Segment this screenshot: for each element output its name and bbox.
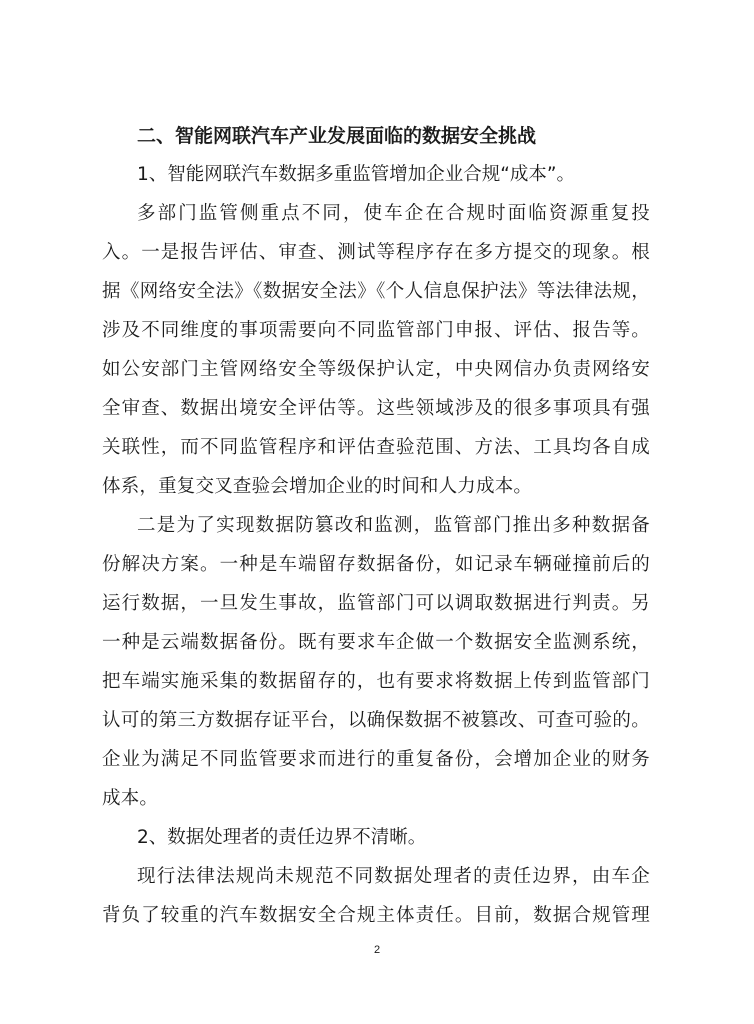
paragraph-line: 成本。 bbox=[102, 788, 159, 809]
subheading-responsibility: 2、数据处理者的责任边界不清晰。 bbox=[137, 827, 427, 848]
paragraph-line: 把车端实施采集的数据留存的，也有要求将数据上传到监管部门 bbox=[102, 671, 650, 692]
paragraph-line: 二是为了实现数据防篡改和监测，监管部门推出多种数据备 bbox=[137, 515, 650, 536]
paragraph-line: 企业为满足不同监管要求而进行的重复备份，会增加企业的财务 bbox=[102, 749, 650, 770]
paragraph-line: 全审查、数据出境安全评估等。这些领域涉及的很多事项具有强 bbox=[102, 398, 650, 419]
paragraph-line: 关联性，而不同监管程序和评估查验范围、方法、工具均各自成 bbox=[102, 437, 650, 458]
paragraph-line: 一种是云端数据备份。既有要求车企做一个数据安全监测系统， bbox=[102, 632, 650, 653]
paragraph-line: 入。一是报告评估、审查、测试等程序存在多方提交的现象。根 bbox=[102, 242, 650, 263]
section-heading: 二、智能网联汽车产业发展面临的数据安全挑战 bbox=[137, 125, 537, 147]
page-number: 2 bbox=[373, 944, 381, 956]
subheading-multi-regulation: 1、智能网联汽车数据多重监管增加企业合规“成本”。 bbox=[137, 164, 575, 185]
paragraph-line: 背负了较重的汽车数据安全合规主体责任。目前，数据合规管理 bbox=[102, 905, 650, 926]
paragraph-line: 涉及不同维度的事项需要向不同监管部门申报、评估、报告等。 bbox=[102, 320, 650, 341]
paragraph-line: 现行法律法规尚未规范不同数据处理者的责任边界，由车企 bbox=[137, 866, 650, 887]
paragraph-line: 多部门监管侧重点不同，使车企在合规时面临资源重复投 bbox=[137, 203, 650, 224]
paragraph-line: 据《网络安全法》《数据安全法》《个人信息保护法》等法律法规， bbox=[102, 281, 650, 302]
paragraph-line: 认可的第三方数据存证平台，以确保数据不被篡改、可查可验的。 bbox=[102, 710, 650, 731]
paragraph-line: 体系，重复交叉查验会增加企业的时间和人力成本。 bbox=[102, 476, 533, 497]
paragraph-line: 运行数据，一旦发生事故，监管部门可以调取数据进行判责。另 bbox=[102, 593, 650, 614]
paragraph-line: 份解决方案。一种是车端留存数据备份，如记录车辆碰撞前后的 bbox=[102, 554, 650, 575]
paragraph-line: 如公安部门主管网络安全等级保护认定，中央网信办负责网络安 bbox=[102, 359, 650, 380]
